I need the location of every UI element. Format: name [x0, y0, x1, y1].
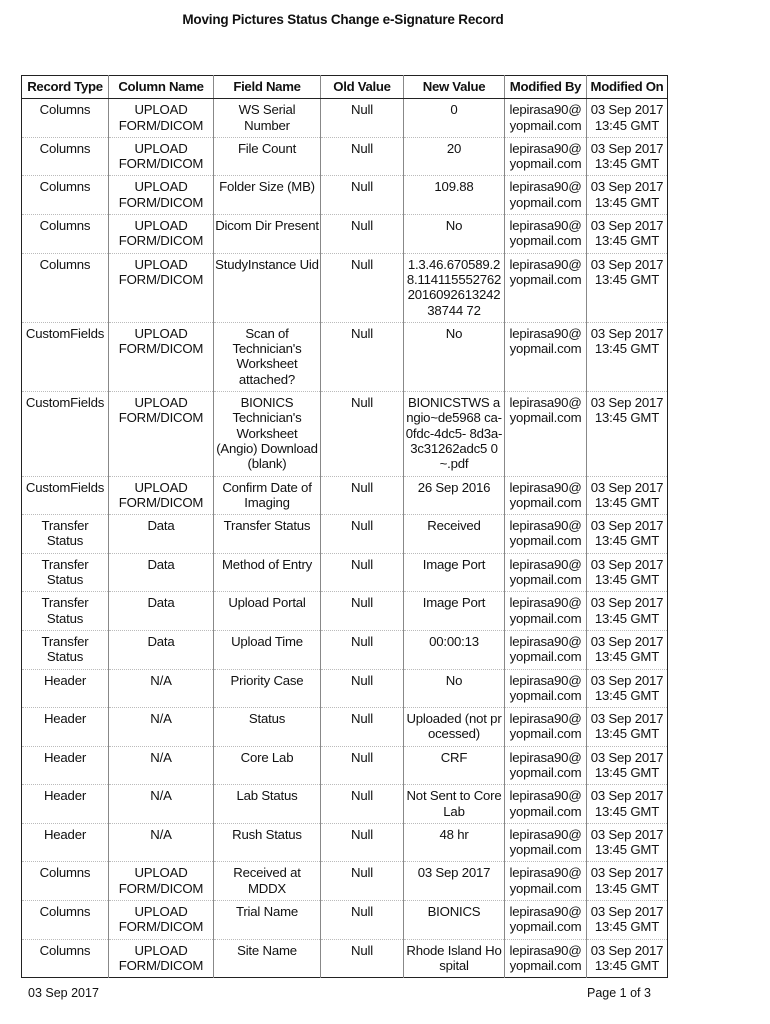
column-name-cell: UPLOAD FORM/DICOM — [109, 322, 214, 391]
record-type-cell: CustomFields — [22, 322, 109, 391]
old-value-cell: Null — [321, 746, 404, 785]
old-value-cell: Null — [321, 392, 404, 476]
table-row — [22, 215, 668, 254]
table-row — [22, 515, 668, 554]
column-name-cell: UPLOAD FORM/DICOM — [109, 476, 214, 515]
new-value-cell: 03 Sep 2017 — [404, 862, 505, 901]
record-type-cell: Columns — [22, 253, 109, 322]
modified-by-cell: lepirasa90@ yopmail.com — [505, 901, 587, 940]
new-value-cell: BIONICS — [404, 901, 505, 940]
new-value-cell: Rhode Island Hospital — [404, 939, 505, 978]
footer-page-number: Page 1 of 3 — [587, 986, 651, 1000]
modified-by-cell: lepirasa90@ yopmail.com — [505, 392, 587, 476]
record-type-cell: Transfer Status — [22, 515, 109, 554]
column-header: Modified On — [587, 76, 668, 99]
modified-by-cell: lepirasa90@ yopmail.com — [505, 476, 587, 515]
old-value-cell: Null — [321, 785, 404, 824]
modified-on-cell: 03 Sep 2017 13:45 GMT — [587, 862, 668, 901]
old-value-cell: Null — [321, 823, 404, 862]
modified-on-cell: 03 Sep 2017 13:45 GMT — [587, 785, 668, 824]
table-row — [22, 553, 668, 592]
column-name-cell: UPLOAD FORM/DICOM — [109, 215, 214, 254]
column-name-cell: UPLOAD FORM/DICOM — [109, 99, 214, 138]
modified-by-cell: lepirasa90@ yopmail.com — [505, 515, 587, 554]
old-value-cell: Null — [321, 862, 404, 901]
field-name-cell: Rush Status — [214, 823, 321, 862]
column-header: Modified By — [505, 76, 587, 99]
table-row — [22, 99, 668, 138]
column-name-cell: N/A — [109, 669, 214, 708]
modified-on-cell: 03 Sep 2017 13:45 GMT — [587, 99, 668, 138]
column-header: Field Name — [214, 76, 321, 99]
record-type-cell: CustomFields — [22, 476, 109, 515]
new-value-cell: No — [404, 669, 505, 708]
new-value-cell: Received — [404, 515, 505, 554]
old-value-cell: Null — [321, 322, 404, 391]
old-value-cell: Null — [321, 708, 404, 747]
field-name-cell: Upload Portal — [214, 592, 321, 631]
new-value-cell: 00:00:13 — [404, 630, 505, 669]
table-body — [22, 99, 668, 978]
record-type-cell: Header — [22, 785, 109, 824]
modified-on-cell: 03 Sep 2017 13:45 GMT — [587, 939, 668, 978]
old-value-cell: Null — [321, 630, 404, 669]
record-type-cell: Header — [22, 669, 109, 708]
new-value-cell: CRF — [404, 746, 505, 785]
old-value-cell: Null — [321, 553, 404, 592]
new-value-cell: 109.88 — [404, 176, 505, 215]
old-value-cell: Null — [321, 476, 404, 515]
column-name-cell: UPLOAD FORM/DICOM — [109, 137, 214, 176]
field-name-cell: Confirm Date of Imaging — [214, 476, 321, 515]
column-header: New Value — [404, 76, 505, 99]
column-name-cell: UPLOAD FORM/DICOM — [109, 176, 214, 215]
column-header: Record Type — [22, 76, 109, 99]
table-row — [22, 669, 668, 708]
new-value-cell: Image Port — [404, 592, 505, 631]
footer-date: 03 Sep 2017 — [28, 986, 99, 1000]
column-name-cell: UPLOAD FORM/DICOM — [109, 392, 214, 476]
modified-on-cell: 03 Sep 2017 13:45 GMT — [587, 176, 668, 215]
table-row — [22, 253, 668, 322]
record-type-cell: Transfer Status — [22, 630, 109, 669]
modified-on-cell: 03 Sep 2017 13:45 GMT — [587, 322, 668, 391]
table-row — [22, 176, 668, 215]
modified-by-cell: lepirasa90@ yopmail.com — [505, 99, 587, 138]
modified-on-cell: 03 Sep 2017 13:45 GMT — [587, 746, 668, 785]
table-row — [22, 823, 668, 862]
field-name-cell: Scan of Technician's Worksheet attached? — [214, 322, 321, 391]
record-type-cell: Columns — [22, 137, 109, 176]
column-name-cell: N/A — [109, 746, 214, 785]
modified-by-cell: lepirasa90@ yopmail.com — [505, 939, 587, 978]
new-value-cell: No — [404, 322, 505, 391]
new-value-cell: Uploaded (not processed) — [404, 708, 505, 747]
table-row — [22, 392, 668, 476]
table-row — [22, 322, 668, 391]
modified-by-cell: lepirasa90@ yopmail.com — [505, 785, 587, 824]
old-value-cell: Null — [321, 215, 404, 254]
modified-by-cell: lepirasa90@ yopmail.com — [505, 708, 587, 747]
modified-by-cell: lepirasa90@ yopmail.com — [505, 862, 587, 901]
document-title: Moving Pictures Status Change e-Signature Record — [182, 12, 504, 27]
new-value-cell: 20 — [404, 137, 505, 176]
modified-by-cell: lepirasa90@ yopmail.com — [505, 669, 587, 708]
field-name-cell: Transfer Status — [214, 515, 321, 554]
new-value-cell: 0 — [404, 99, 505, 138]
table-row — [22, 630, 668, 669]
modified-by-cell: lepirasa90@ yopmail.com — [505, 176, 587, 215]
old-value-cell: Null — [321, 939, 404, 978]
column-name-cell: Data — [109, 592, 214, 631]
table-row — [22, 746, 668, 785]
new-value-cell: Image Port — [404, 553, 505, 592]
field-name-cell: Dicom Dir Present — [214, 215, 321, 254]
field-name-cell: Site Name — [214, 939, 321, 978]
modified-on-cell: 03 Sep 2017 13:45 GMT — [587, 553, 668, 592]
column-name-cell: N/A — [109, 708, 214, 747]
old-value-cell: Null — [321, 176, 404, 215]
modified-on-cell: 03 Sep 2017 13:45 GMT — [587, 253, 668, 322]
modified-on-cell: 03 Sep 2017 13:45 GMT — [587, 708, 668, 747]
old-value-cell: Null — [321, 253, 404, 322]
column-name-cell: N/A — [109, 823, 214, 862]
old-value-cell: Null — [321, 99, 404, 138]
record-type-cell: Columns — [22, 862, 109, 901]
column-name-cell: Data — [109, 515, 214, 554]
new-value-cell: Not Sent to Core Lab — [404, 785, 505, 824]
new-value-cell: BIONICSTWS angio~de5968 ca-0fdc-4dc5- 8d3a- 3c31262adc5 0~.pdf — [404, 392, 505, 476]
new-value-cell: 26 Sep 2016 — [404, 476, 505, 515]
modified-by-cell: lepirasa90@ yopmail.com — [505, 553, 587, 592]
table-row — [22, 592, 668, 631]
modified-on-cell: 03 Sep 2017 13:45 GMT — [587, 592, 668, 631]
new-value-cell: 48 hr — [404, 823, 505, 862]
old-value-cell: Null — [321, 669, 404, 708]
table-row — [22, 862, 668, 901]
record-type-cell: CustomFields — [22, 392, 109, 476]
field-name-cell: Lab Status — [214, 785, 321, 824]
column-name-cell: UPLOAD FORM/DICOM — [109, 939, 214, 978]
column-name-cell: Data — [109, 553, 214, 592]
field-name-cell: Trial Name — [214, 901, 321, 940]
record-type-cell: Header — [22, 708, 109, 747]
field-name-cell: Core Lab — [214, 746, 321, 785]
modified-on-cell: 03 Sep 2017 13:45 GMT — [587, 901, 668, 940]
table-row — [22, 137, 668, 176]
field-name-cell: BIONICS Technician's Worksheet (Angio) Download (blank) — [214, 392, 321, 476]
field-name-cell: Received at MDDX — [214, 862, 321, 901]
record-type-cell: Columns — [22, 176, 109, 215]
modified-on-cell: 03 Sep 2017 13:45 GMT — [587, 392, 668, 476]
column-header: Column Name — [109, 76, 214, 99]
modified-by-cell: lepirasa90@ yopmail.com — [505, 592, 587, 631]
modified-on-cell: 03 Sep 2017 13:45 GMT — [587, 515, 668, 554]
field-name-cell: Method of Entry — [214, 553, 321, 592]
record-type-cell: Transfer Status — [22, 592, 109, 631]
new-value-cell: 1.3.46.670589.28.114115552762201609261324238744 72 — [404, 253, 505, 322]
table-row — [22, 939, 668, 978]
column-header: Old Value — [321, 76, 404, 99]
modified-by-cell: lepirasa90@ yopmail.com — [505, 137, 587, 176]
old-value-cell: Null — [321, 901, 404, 940]
modified-on-cell: 03 Sep 2017 13:45 GMT — [587, 669, 668, 708]
modified-on-cell: 03 Sep 2017 13:45 GMT — [587, 215, 668, 254]
field-name-cell: StudyInstance Uid — [214, 253, 321, 322]
old-value-cell: Null — [321, 592, 404, 631]
table-row — [22, 785, 668, 824]
column-name-cell: Data — [109, 630, 214, 669]
record-type-cell: Columns — [22, 939, 109, 978]
field-name-cell: Upload Time — [214, 630, 321, 669]
field-name-cell: Folder Size (MB) — [214, 176, 321, 215]
column-name-cell: UPLOAD FORM/DICOM — [109, 901, 214, 940]
table-row — [22, 476, 668, 515]
modified-by-cell: lepirasa90@ yopmail.com — [505, 215, 587, 254]
record-type-cell: Header — [22, 746, 109, 785]
field-name-cell: Priority Case — [214, 669, 321, 708]
table-header-row — [22, 76, 668, 99]
record-type-cell: Transfer Status — [22, 553, 109, 592]
record-type-cell: Columns — [22, 901, 109, 940]
modified-by-cell: lepirasa90@ yopmail.com — [505, 746, 587, 785]
field-name-cell: File Count — [214, 137, 321, 176]
column-name-cell: UPLOAD FORM/DICOM — [109, 253, 214, 322]
modified-on-cell: 03 Sep 2017 13:45 GMT — [587, 476, 668, 515]
column-name-cell: N/A — [109, 785, 214, 824]
table-row — [22, 708, 668, 747]
modified-on-cell: 03 Sep 2017 13:45 GMT — [587, 630, 668, 669]
modified-by-cell: lepirasa90@ yopmail.com — [505, 823, 587, 862]
signature-record-table — [21, 75, 668, 978]
modified-by-cell: lepirasa90@ yopmail.com — [505, 322, 587, 391]
table-row — [22, 901, 668, 940]
modified-on-cell: 03 Sep 2017 13:45 GMT — [587, 137, 668, 176]
modified-by-cell: lepirasa90@ yopmail.com — [505, 630, 587, 669]
record-type-cell: Columns — [39, 102, 91, 118]
new-value-cell: No — [404, 215, 505, 254]
modified-on-cell: 03 Sep 2017 13:45 GMT — [587, 823, 668, 862]
column-name-cell: UPLOAD FORM/DICOM — [109, 862, 214, 901]
field-name-cell: Status — [214, 708, 321, 747]
old-value-cell: Null — [321, 137, 404, 176]
record-type-cell: Columns — [22, 215, 109, 254]
field-name-cell: WS Serial Number — [214, 99, 321, 138]
old-value-cell: Null — [321, 515, 404, 554]
record-type-cell: Header — [22, 823, 109, 862]
modified-by-cell: lepirasa90@ yopmail.com — [505, 253, 587, 322]
